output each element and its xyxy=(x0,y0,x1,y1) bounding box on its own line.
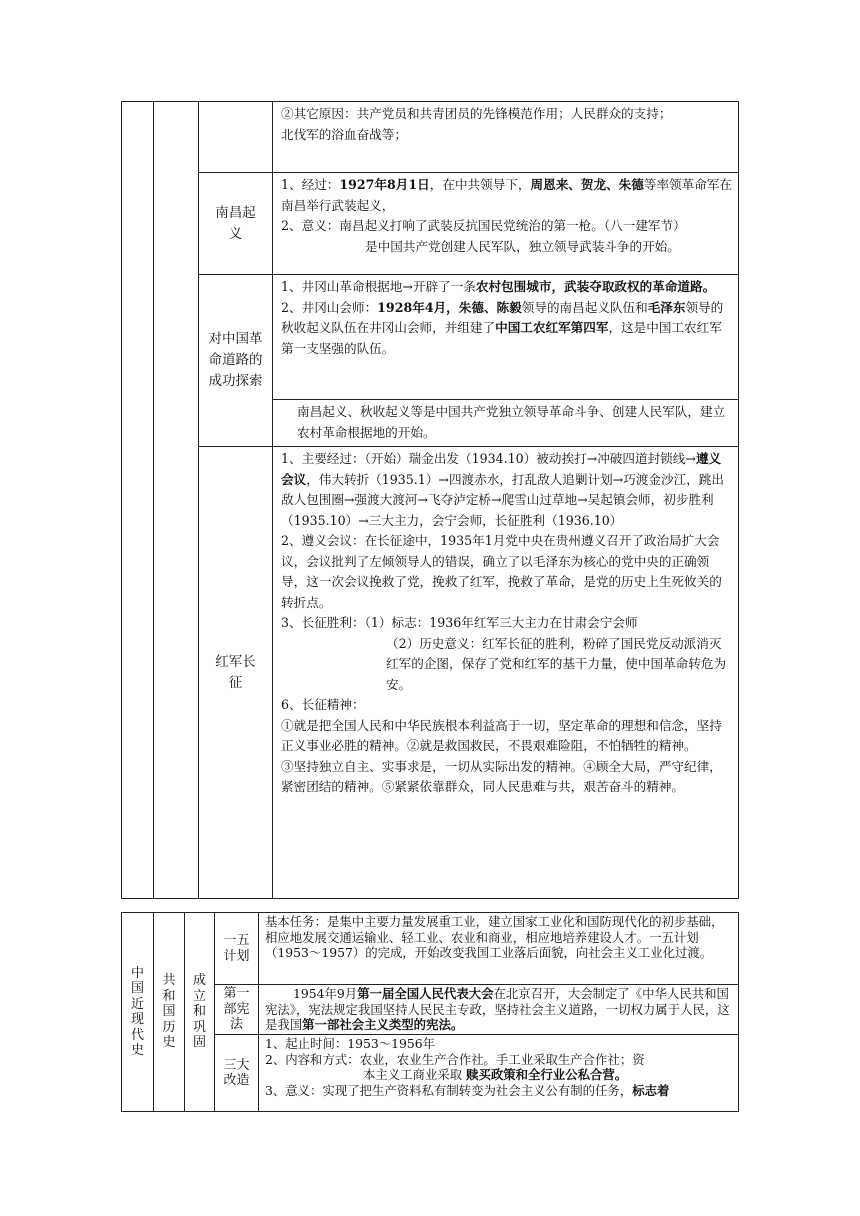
nanchang-significance: 2、意义：南昌起义打响了武装反抗国民党统治的第一枪。（八一建军节） xyxy=(281,218,686,233)
nanchang-significance-2: 是中国共产党创建人民军队，独立领导武装斗争的开始。 xyxy=(365,238,680,254)
long-march-label: 红军长征 xyxy=(199,447,273,899)
long-march-spirit-2: ③坚持独立自主、实事求是，一切从实际出发的精神。④顾全大局，严守纪律，紧密团结的精神。⑤紧紧依靠群众，同人民患难与共，艰苦奋斗的精神。 xyxy=(281,758,722,794)
long-march-spirit-1: ①就是把全国人民和中华民族根本利益高于一切，坚定革命的理想和信念，坚持正义事业必胜的精神。②就是救国救民，不畏艰难险阻，不怕牺牲的精神。 xyxy=(281,717,722,753)
nanchang-label: 南昌起义 xyxy=(199,173,273,275)
other-reasons-line-2: 北伐军的浴血奋战等； xyxy=(281,126,407,142)
reform-significance: 3、意义：实现了把生产资料私有制转变为社会主义公有制的任务，标志着 xyxy=(265,1082,670,1098)
nanchang-process: 1、经过：1927年8月1日，在中共领导下，周恩来、贺龙、朱德等率领革命军在南昌举行武装起义， xyxy=(281,177,732,213)
col-founding: 成立和巩固 xyxy=(185,913,215,1112)
long-march-spirit-title: 6、长征精神： xyxy=(281,697,365,712)
long-march-content xyxy=(273,447,739,899)
reform-period: 1、起止时间：1953～1956年 xyxy=(265,1036,436,1051)
jinggangshan-meeting: 2、井冈山会师：1928年4月，朱德、陈毅领导的南昌起义队伍和毛泽东领导的秋收起义队伍在井冈山会师，并组建了中国工农红军第四军，这是中国工农红军第一支坚强的队伍。 xyxy=(281,299,724,356)
col-republic-history: 共和国历史 xyxy=(154,913,185,1112)
zunyi-meeting: 2、遵义会议：在长征途中，1935年1月党中央在贵州遵义召开了政治局扩大会议，会议批判了左倾领导人的错误，确立了以毛泽东为核心的党中央的正确领导，这一次会议挽救了党，挽救了红军，挽救了革命，是党的历史上生死攸关的转折点。 xyxy=(281,533,722,610)
empty-col-1 xyxy=(122,102,154,899)
exploration-summary: 南昌起义、秋收起义等是中国共产党独立领导革命斗争、创建人民军队，建立农村革命根据地的开始。 xyxy=(273,400,739,447)
reform-method: 2、内容和方式：农业，农业生产合作社。手工业采取生产合作社；资 xyxy=(265,1051,645,1067)
history-table-2 xyxy=(121,912,739,1112)
history-table-1 xyxy=(121,101,739,899)
long-march-victory-sign: 3、长征胜利：（1）标志：1936年红军三大主力在甘肃会宁会师 xyxy=(281,615,638,630)
long-march-significance: （2）历史意义：红军长征的胜利，粉碎了国民党反动派消灭红军的企图，保存了党和红军的基干力量，使中国革命转危为安。 xyxy=(386,635,727,692)
jinggangshan-base: 1、井冈山革命根据地→开辟了一条农村包围城市，武装夺取政权的革命道路。 xyxy=(281,279,716,294)
other-reasons-line-1: ②其它原因：共产党员和共青团员的先锋模范作用；人民群众的支持； xyxy=(281,106,672,121)
long-march-process: 1、主要经过：（开始）瑞金出发（1934.10）被动挨打→冲破四道封锁线→遵义会议，伟大转折（1935.1）→四渡赤水，打乱敌人追剿计划→巧渡金沙江，跳出敌人包围圈→强渡大渡河→飞夺泸定桥→爬雪山过草地→吴起镇会师，初步胜利（1935.10）→三大主力，会宁会师，长征胜利（1936.10） xyxy=(281,451,724,528)
three-reforms-content xyxy=(259,1035,739,1112)
jinggangshan-cell xyxy=(273,275,739,400)
five-year-plan-label: 一五计划 xyxy=(215,913,259,985)
empty-label-cell xyxy=(199,102,273,173)
three-reforms-label: 三大改造 xyxy=(215,1035,259,1112)
other-reasons-cell xyxy=(273,102,739,173)
nanchang-content xyxy=(273,173,739,275)
exploration-label: 对中国革命道路的成功探索 xyxy=(199,275,273,447)
five-year-plan-content: 基本任务：是集中主要力量发展重工业，建立国家工业化和国防现代化的初步基础，相应地发展交通运输业、轻工业、农业和商业，相应地培养建设人才。一五计划（1953～1957）的完成，开始改变我国工业落后面貌，向社会主义工业化过渡。 xyxy=(259,913,739,985)
constitution-content: 1954年9月第一届全国人民代表大会在北京召开，大会制定了《中华人民共和国宪法》，宪法规定我国坚持人民民主专政，坚持社会主义道路，一切权力属于人民，这是我国第一部社会主义类型的宪法。 xyxy=(259,985,739,1035)
constitution-label: 第一部宪法 xyxy=(215,985,259,1035)
empty-col-2 xyxy=(154,102,199,899)
reform-method-2: 本主义工商业采取 赎买政策和全行业公私合营。 xyxy=(363,1067,628,1082)
col-modern-history: 中国近现代史 xyxy=(122,913,154,1112)
